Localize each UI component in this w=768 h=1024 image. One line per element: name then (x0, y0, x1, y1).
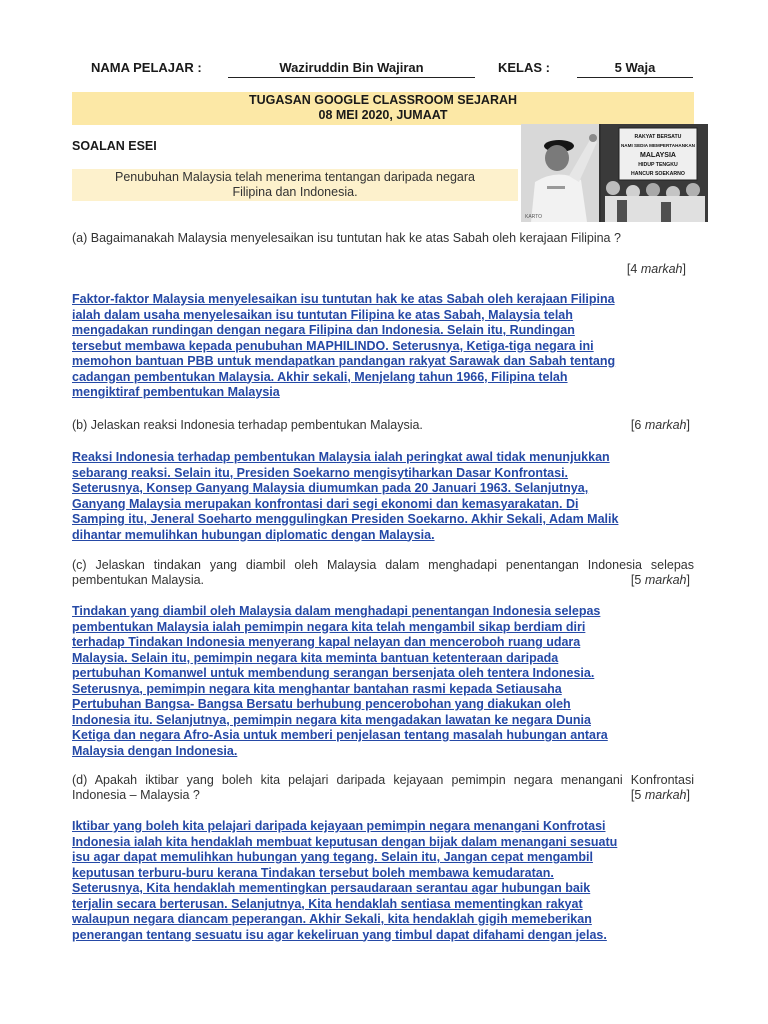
answer-c: Tindakan yang diambil oleh Malaysia dalam menghadapi penentangan Indonesia selepas pembentukan Malaysia ialah pemimpin negara kita telah mengambil sikap berdiam diri terhadap Tindakan Indonesia menyerang kapal nelayan dan menceroboh ruang udara Malaysia. Selain itu, pemimpin negara kita meminta bantuan ketenteraan daripada pertubuhan Komanwel untuk membendung serangan bersenjata oleh tentera Indonesia. Seterusnya, pemimpin negara kita menghantar bantahan rasmi kepada Setiausaha Pertubuhan Bangsa- Bangsa Bersatu berhubung pencerobohan yang diakukan oleh Indonesia itu. Selanjutnya, pemimpin negara kita mengadakan lawatan ke negara Dunia Ketiga dan negara Afro-Asia untuk memberi penjelasan tentang masalah hubungan antara Malaysia dengan Indonesia. (72, 604, 608, 758)
svg-text:KARTO: KARTO (525, 214, 543, 220)
assignment-title: TUGASAN GOOGLE CLASSROOM SEJARAH (248, 93, 518, 107)
sign-line-2: NAMI SEDIA MEMPERTAHANKAN (620, 143, 696, 148)
question-b-marks: [6 markah] (630, 418, 690, 432)
question-b-text: (b) Jelaskan reaksi Indonesia terhadap pembentukan Malaysia. (72, 418, 423, 432)
assignment-title-banner (72, 92, 694, 125)
essay-prompt-box (72, 169, 518, 201)
question-a-marks: [4 markah] (626, 262, 686, 276)
answer-d: Iktibar yang boleh kita pelajari daripada kejayaan pemimpin negara menangani Konfrotasi Indonesia ialah kita hendaklah membuat keputusan dengan bijak dalam menangani sesuatu isu agar dapat memulihkan hubungan yang tegang. Selain itu, Jangan cepat mengambil keputusan terburu-buru kerana Tindakan tersebut boleh membawa kemudaratan. Seterusnya, Kita hendaklah mementingkan persaudaraan serantau agar hubungan baik terjalin secara berterusan. Selanjutnya, Kita hendaklah sentiasa mementingkan rakyat walaupun negara diancam peperangan. Akhir Sekali, kita hendaklah gigih memeberikan penerangan tentang sesuatu isu agar kekeliruan yang timbul dapat difahami dengan jelas. (72, 819, 618, 942)
class-value: 5 Waja (577, 60, 693, 78)
sign-line-1: RAKYAT BERSATU (634, 134, 682, 140)
student-name-value: Waziruddin Bin Wajiran (228, 60, 475, 78)
historical-photo-image (521, 124, 708, 222)
sign-line-3: MALAYSIA (640, 152, 676, 159)
essay-prompt-line1: Penubuhan Malaysia telah menerima tentangan daripada negara (115, 170, 475, 184)
question-c-text: (c) Jelaskan tindakan yang diambil oleh Malaysia dalam menghadapi penentangan Indonesia selepas pembentukan Malaysia. (72, 558, 694, 587)
class-label: KELAS : (498, 60, 550, 75)
section-title: SOALAN ESEI (72, 139, 157, 153)
question-d (72, 773, 694, 803)
question-d-marks: [5 markah] (630, 788, 690, 802)
assignment-date: 08 MEI 2020, JUMAAT (318, 108, 448, 122)
essay-prompt-line2: Filipina dan Indonesia. (232, 185, 358, 199)
historical-photo (521, 124, 708, 222)
student-name-label: NAMA PELAJAR : (91, 60, 202, 75)
question-a-text: (a) Bagaimanakah Malaysia menyelesaikan isu tuntutan hak ke atas Sabah oleh kerajaan Filipina ? (72, 231, 621, 245)
question-b (72, 418, 694, 433)
question-c (72, 558, 694, 588)
question-c-marks: [5 markah] (630, 573, 690, 587)
answer-a: Faktor-faktor Malaysia menyelesaikan isu tuntutan hak ke atas Sabah oleh kerajaan Filipina ialah dalam usaha menyelesaikan isu tuntutan Filipina ke atas Sabah, Malaysia telah mengadakan rundingan dengan negara Filipina dan Indonesia. Selain itu, Rundingan tersebut membawa kepada penubuhan MAPHILINDO. Seterusnya, Ketiga-tiga negara ini memohon bantuan PBB untuk mendapatkan pandangan rakyat Sarawak dan Sabah tentang cadangan pembentukan Malaysia. Akhir sekali, Menjelang tahun 1966, Filipina telah mengiktiraf pembentukan Malaysia (72, 292, 616, 399)
sign-line-5: HANCUR SOEKARNO (631, 171, 685, 177)
sign-line-4: HIDUP TENGKU (638, 162, 678, 168)
question-d-text: (d) Apakah iktibar yang boleh kita pelajari daripada kejayaan pemimpin negara menangani Konfrontasi Indonesia – Malaysia ? (72, 773, 694, 802)
answer-b: Reaksi Indonesia terhadap pembentukan Malaysia ialah peringkat awal tidak menunjukkan sebarang reaksi. Selain itu, Presiden Soekarno mengisytiharkan Dasar Konfrontasi. Seterusnya, Konsep Ganyang Malaysia diumumkan pada 20 Januari 1963. Selanjutnya, Ganyang Malaysia merupakan konfrontasi dari segi ekonomi dan kemasyarakatan. Di Samping itu, Jeneral Soeharto menggulingkan Presiden Soekarno. Akhir Sekali, Adam Malik dihantar memulihkan hubungan diplomatic dengan Malaysia. (72, 450, 619, 542)
question-a (72, 231, 694, 276)
